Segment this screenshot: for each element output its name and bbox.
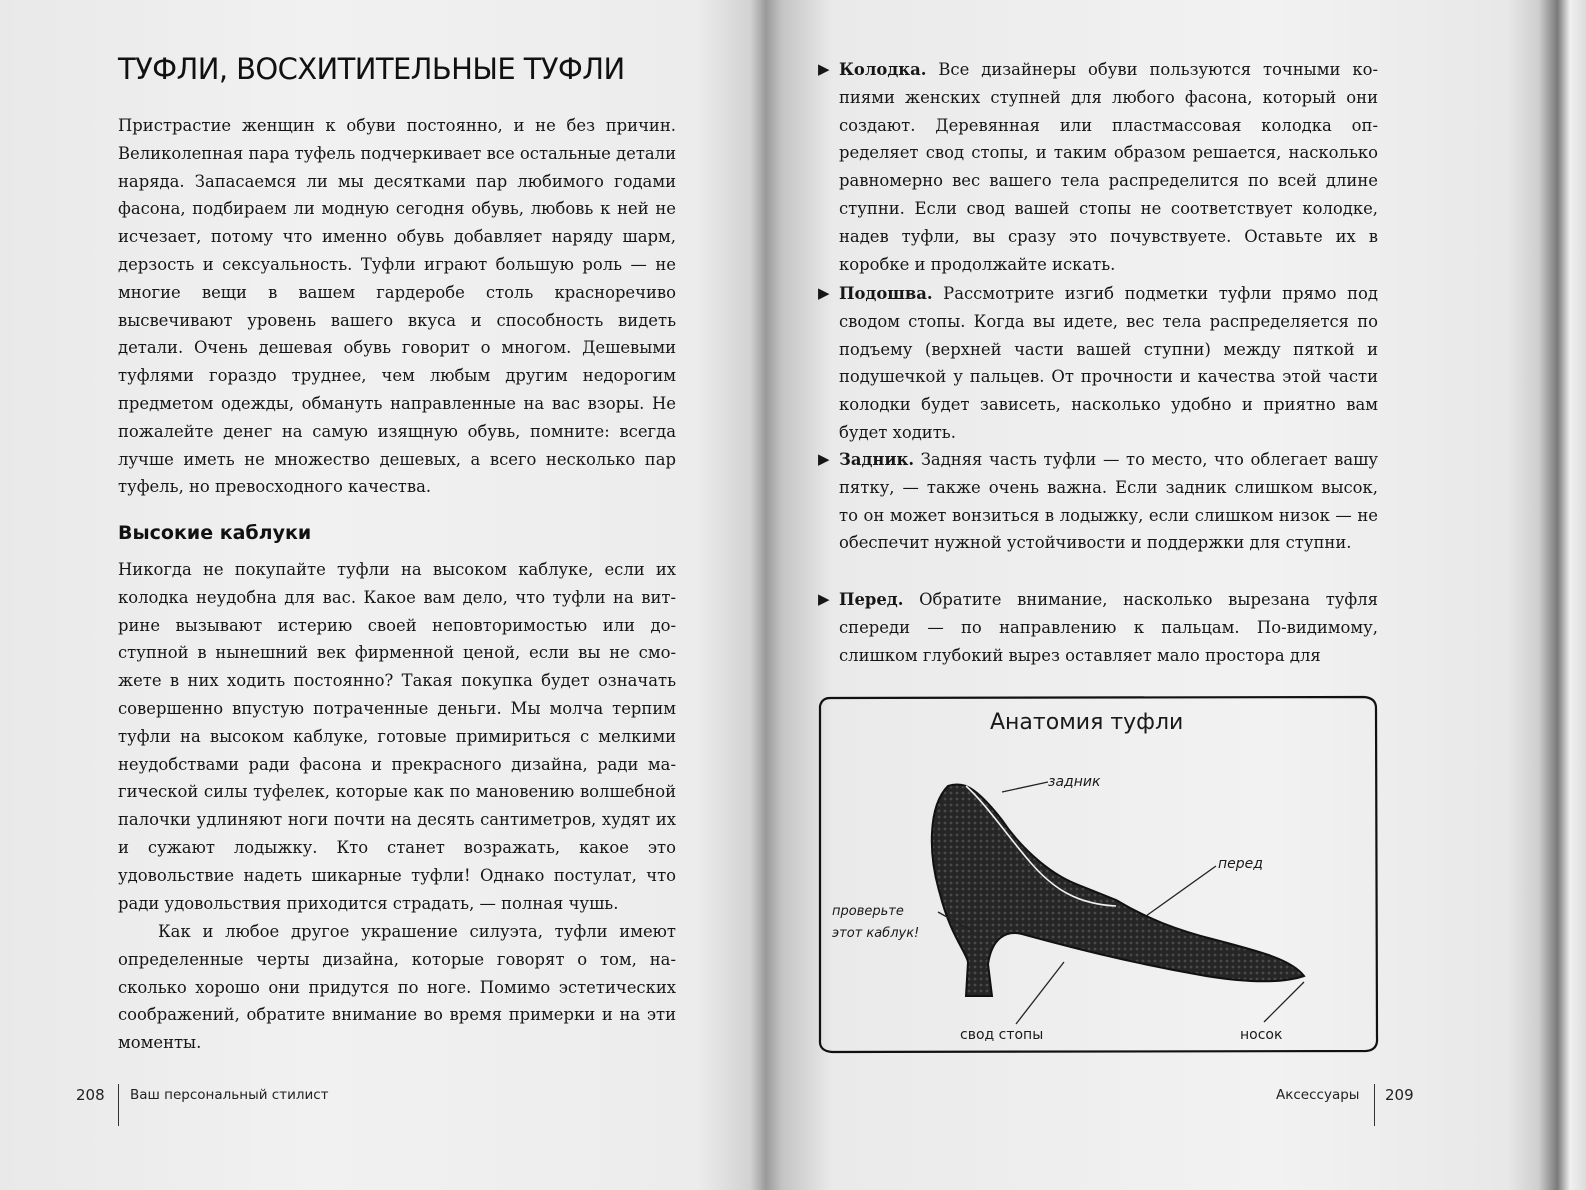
label-arch: свод стопы [960,1027,1044,1043]
running-title-right: Аксессуары [1276,1087,1360,1103]
bullet-text: Задняя часть туфли — то место, что облегает вашу пятку, — также очень важна. Если задник слишком высок, то он может вонзиться в лодыжку, если слишком низок — не обеспечит нужной устойчивости и поддержки для ступни. [839,450,1378,553]
label-toe: носок [1240,1027,1283,1043]
bullet-text: Все дизайнеры обуви пользуются точными копиями женских ступней для любого фасона, который они создают. Деревянная или пластмассовая колодка определяет свод стопы, и таким образом решается, насколько равномерно вес вашего тела распределится по всей длине ступни. Если свод вашей стопы не соответствует колодке, надев туфли, вы сразу это почувствуете. Оставьте их в коробке и продолжайте искать. [839,60,1378,274]
footer-divider-left [118,1084,119,1126]
section-paragraph-2: Как и любое другое украшение силуэта, туфли имеют определенные черты дизайна, которые говорят о том, насколько хорошо они придутся по ноге. Помимо эстетических соображений, обратите внимание во время примерки и на эти моменты. [118,922,676,1053]
bullet-item-vamp [818,586,1378,669]
bullet-term: Задник. [839,450,915,469]
page-number-right: 209 [1385,1086,1414,1104]
bullet-item-last [818,56,1378,278]
figure-title: Анатомия туфли [990,710,1184,735]
bullet-item-sole [818,280,1378,447]
running-title-left: Ваш персональный стилист [130,1087,329,1103]
bullet-term: Перед. [839,590,904,609]
label-check-heel-line2: этот каблук! [832,926,920,941]
triangle-right-icon: ▶ [818,284,830,302]
left-page [0,0,760,1190]
label-heel-counter: задник [1048,774,1101,790]
triangle-right-icon: ▶ [818,590,830,608]
bullet-term: Подошва. [839,284,933,303]
shoe-illustration [816,694,1380,1054]
section-paragraph-1: Никогда не покупайте туфли на высоком каблуке, если их колодка неудобна для вас. Какое вам дело, что туфли на витрине вызывают истерию своей неповторимостью или доступной в нынешний век фирменной ценой, если вы не сможете в них ходить постоянно? Такая покупка будет означать совершенно впустую потраченные деньги. Мы молча терпим туфли на высоком каблуке, готовые примириться с мелкими неудобствами ради фасона и прекрасного дизайна, ради магической силы туфелек, которые как по мановению волшебной палочки удлиняют ноги почти на десять сантиметров, худят их и сужают лодыжку. Кто станет возражать, какое это удовольствие надеть шикарные туфли! Однако постулат, что ради удовольствия приходится страдать, — полная чушь. [118,560,676,913]
label-check-heel-line1: проверьте [832,904,904,919]
shoe-anatomy-figure [816,694,1380,1054]
chapter-title: ТУФЛИ, ВОСХИТИТЕЛЬНЫЕ ТУФЛИ [118,52,625,86]
triangle-right-icon: ▶ [818,450,830,468]
bullet-item-heel-counter [818,446,1378,557]
section-heading: Высокие каблуки [118,522,312,544]
page-number-left: 208 [76,1086,105,1104]
triangle-right-icon: ▶ [818,60,830,78]
footer-divider-right [1374,1084,1375,1126]
intro-paragraph: Пристрастие женщин к обуви постоянно, и не без причин. Великолепная пара туфель подчеркивает все остальные детали наряда. Запасаемся ли мы десятками пар любимого годами фасона, подбираем ли модную сегодня обувь, любовь к ней не исчезает, потому что именно обувь добавляет наряду шарм, дерзость и сексуальность. Туфли играют большую роль — не многие вещи в вашем гардеробе столь красноречиво высвечивают уровень вашего вкуса и способность видеть детали. Очень дешевая обувь говорит о многом. Дешевыми туфлями гораздо труднее, чем любым другим недорогим предметом одежды, обмануть направленные на вас взоры. Не пожалейте денег на самую изящную обувь, помните: всегда лучше иметь не множество дешевых, а всего несколько пар туфель, но превосходного качества. [118,116,676,497]
bullet-text: Обратите внимание, насколько вырезана туфля спереди — по направлению к пальцам. По-видимому, слишком глубокий вырез оставляет мало простора для [839,590,1378,665]
bullet-term: Колодка. [839,60,927,79]
label-vamp: перед [1218,856,1263,872]
bullet-text: Рассмотрите изгиб подметки туфли прямо под сводом стопы. Когда вы идете, вес тела распределяется по подъему (верхней части вашей ступни) между пяткой и подушечкой у пальцев. От прочности и качества этой части колодки будет зависеть, насколько удобно и приятно вам будет ходить. [839,284,1378,442]
